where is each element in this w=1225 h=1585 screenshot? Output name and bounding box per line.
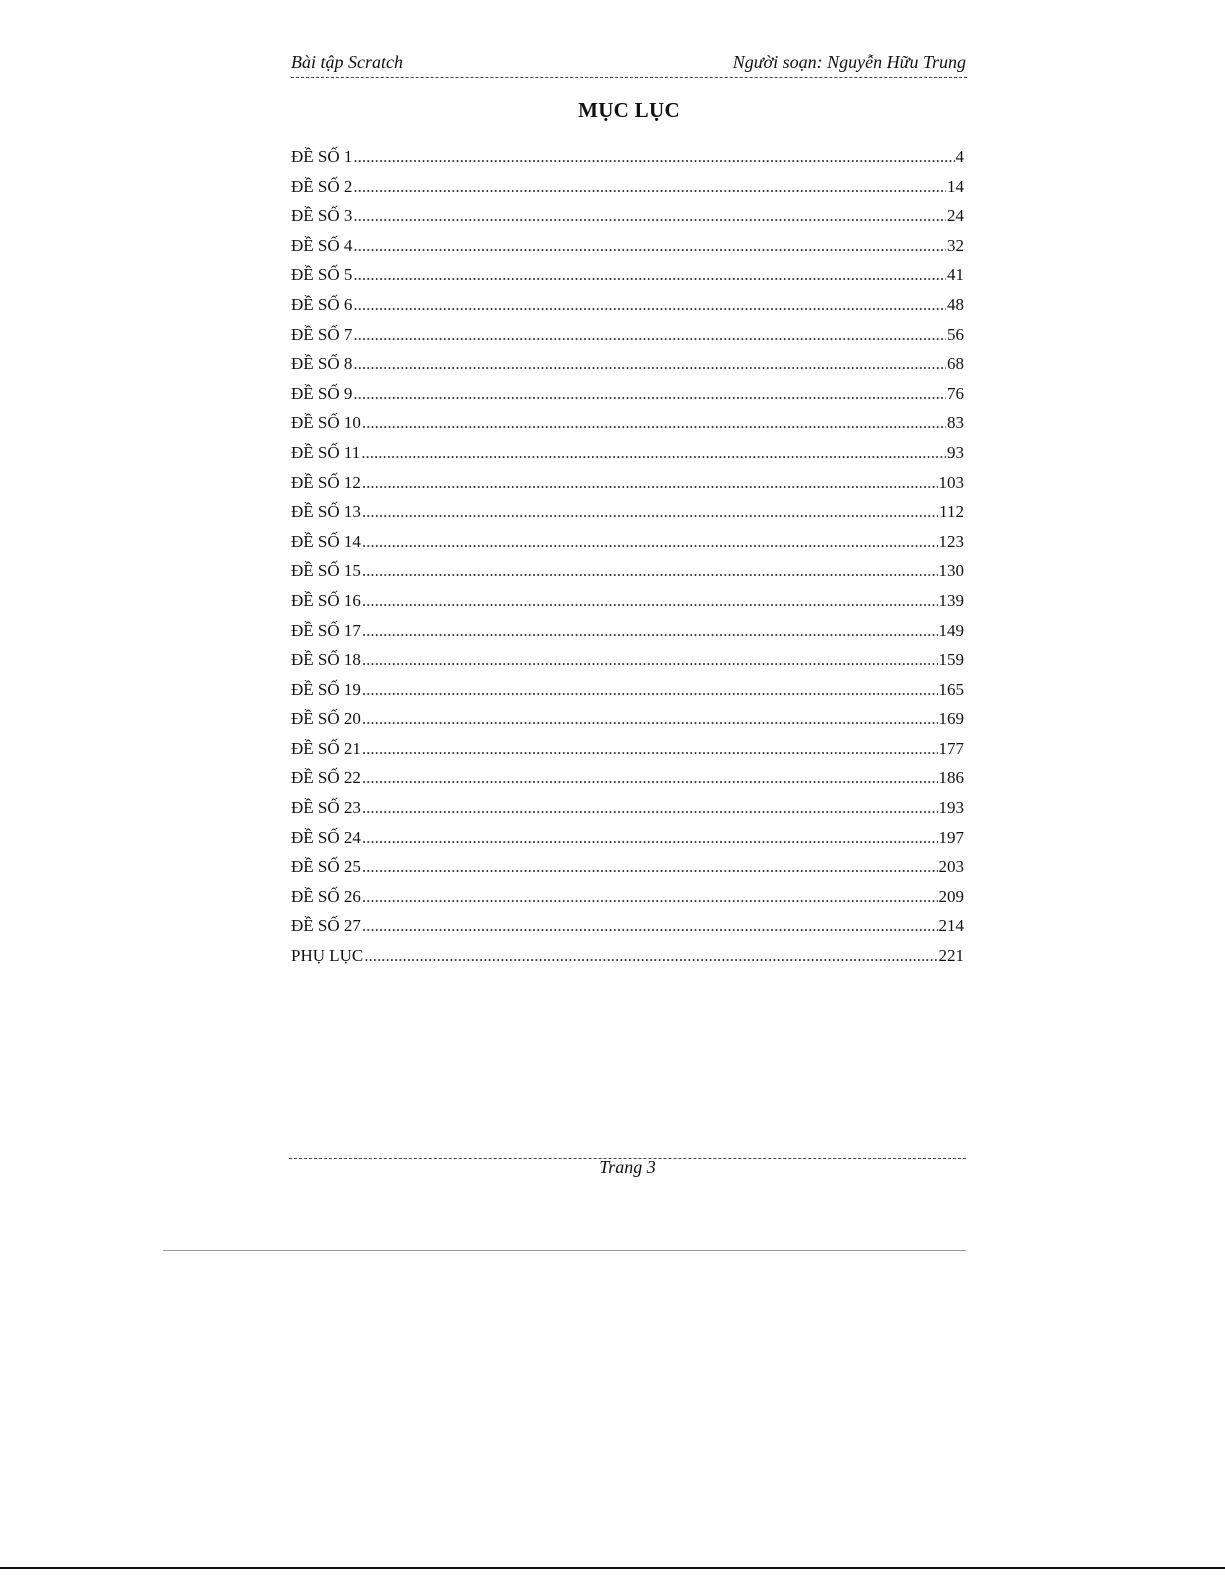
toc-entry-page: 221 [938,946,964,966]
toc-entry-label: ĐỀ SỐ 23 [291,798,361,818]
toc-entry-page: 159 [938,650,964,670]
page-separator [163,1250,966,1251]
toc-entry-label: ĐỀ SỐ 10 [291,413,361,433]
toc-entry[interactable] [291,147,964,177]
toc-entry-page: 165 [938,679,964,699]
toc-dot-leader [362,916,938,936]
toc-entry-page: 139 [938,590,964,610]
toc-dot-leader [362,680,938,700]
toc-dot-leader [362,591,938,611]
toc-entry-page: 214 [938,916,964,936]
toc-entry[interactable] [291,768,964,798]
toc-entry-page: 103 [938,472,964,492]
toc-entry[interactable] [291,887,964,917]
toc-entry[interactable] [291,502,964,532]
toc-entry-label: ĐỀ SỐ 26 [291,886,361,906]
toc-entry-page: 209 [938,886,964,906]
toc-entry[interactable] [291,384,964,414]
toc-dot-leader [353,206,946,226]
toc-entry-page: 41 [947,265,964,285]
toc-entry-label: ĐỀ SỐ 11 [291,442,361,462]
page-header [291,52,966,78]
toc-entry-label: ĐỀ SỐ 3 [291,206,353,226]
toc-title: MỤC LỤC [578,98,680,122]
toc-dot-leader [362,857,938,877]
toc-dot-leader [353,265,946,285]
toc-entry-label: PHỤ LỤC [291,946,364,966]
toc-entry[interactable] [291,473,964,503]
toc-entry[interactable] [291,354,964,384]
toc-dot-leader [362,768,938,788]
toc-entry-label: ĐỀ SỐ 20 [291,709,361,729]
toc-entry-label: ĐỀ SỐ 27 [291,916,361,936]
toc-entry[interactable] [291,621,964,651]
header-book-title: Bài tập Scratch [291,52,403,72]
toc-entry-label: ĐỀ SỐ 6 [291,294,353,314]
toc-entry-label: ĐỀ SỐ 12 [291,472,361,492]
toc-entry-page: 149 [938,620,964,640]
toc-dot-leader [362,502,938,522]
toc-entry[interactable] [291,591,964,621]
toc-entry[interactable] [291,206,964,236]
toc-entry-page: 123 [938,531,964,551]
toc-entry-page: 93 [947,442,964,462]
toc-entry-page: 177 [938,738,964,758]
toc-entry-label: ĐỀ SỐ 8 [291,354,353,374]
toc-entry-page: 197 [938,827,964,847]
toc-entry-page: 76 [947,383,964,403]
toc-dot-leader [353,177,946,197]
toc-entry-page: 83 [947,413,964,433]
toc-dot-leader [353,295,946,315]
toc-dot-leader [353,147,954,167]
toc-entry[interactable] [291,709,964,739]
toc-entry[interactable] [291,946,964,976]
toc-entry[interactable] [291,650,964,680]
toc-entry[interactable] [291,532,964,562]
toc-entry[interactable] [291,325,964,355]
toc-entry[interactable] [291,236,964,266]
toc-entry-page: 203 [938,857,964,877]
toc-entry-page: 169 [938,709,964,729]
toc-entry[interactable] [291,680,964,710]
toc-entry-page: 193 [938,798,964,818]
toc-dot-leader [353,384,946,404]
toc-list [291,147,964,976]
toc-dot-leader [362,650,938,670]
header-author: Người soạn: Nguyễn Hữu Trung [732,52,966,72]
toc-dot-leader [362,828,938,848]
toc-dot-leader [362,413,946,433]
toc-dot-leader [364,946,937,966]
toc-entry-label: ĐỀ SỐ 15 [291,561,361,581]
toc-entry-label: ĐỀ SỐ 1 [291,147,353,166]
toc-dot-leader [362,887,938,907]
toc-entry[interactable] [291,857,964,887]
toc-entry[interactable] [291,413,964,443]
toc-entry-label: ĐỀ SỐ 16 [291,590,361,610]
toc-dot-leader [362,798,938,818]
toc-dot-leader [362,532,938,552]
toc-entry-label: ĐỀ SỐ 18 [291,650,361,670]
toc-entry-label: ĐỀ SỐ 25 [291,857,361,877]
toc-entry-page: 112 [939,502,964,522]
toc-entry-label: ĐỀ SỐ 21 [291,738,361,758]
toc-entry-label: ĐỀ SỐ 22 [291,768,361,788]
toc-dot-leader [353,236,946,256]
toc-entry-label: ĐỀ SỐ 9 [291,383,353,403]
toc-dot-leader [362,739,938,759]
toc-entry[interactable] [291,177,964,207]
toc-dot-leader [353,354,946,374]
toc-entry[interactable] [291,828,964,858]
toc-entry[interactable] [291,798,964,828]
toc-entry-page: 56 [947,324,964,344]
toc-dot-leader [362,561,938,581]
toc-entry-label: ĐỀ SỐ 2 [291,176,353,196]
toc-entry-page: 24 [947,206,964,226]
viewport-bottom-edge [0,1567,1225,1569]
toc-entry-page: 130 [938,561,964,581]
toc-entry[interactable] [291,295,964,325]
toc-dot-leader [353,325,946,345]
toc-entry-page: 186 [938,768,964,788]
toc-entry-page: 48 [947,294,964,314]
toc-entry-label: ĐỀ SỐ 24 [291,827,361,847]
toc-entry[interactable] [291,916,964,946]
toc-dot-leader [362,621,938,641]
toc-entry[interactable] [291,265,964,295]
toc-entry-page: 14 [947,176,964,196]
toc-entry-page: 32 [947,235,964,255]
toc-entry-label: ĐỀ SỐ 19 [291,679,361,699]
toc-entry-label: ĐỀ SỐ 4 [291,235,353,255]
toc-entry[interactable] [291,561,964,591]
toc-entry-page: 68 [947,354,964,374]
toc-entry[interactable] [291,739,964,769]
toc-entry-label: ĐỀ SỐ 5 [291,265,353,285]
toc-dot-leader [361,443,946,463]
toc-dot-leader [362,709,938,729]
toc-entry-page: 4 [955,147,964,166]
page-number: Trang 3 [599,1157,656,1177]
header-divider [291,77,967,78]
toc-entry-label: ĐỀ SỐ 17 [291,620,361,640]
toc-dot-leader [362,473,938,493]
toc-entry-label: ĐỀ SỐ 13 [291,502,361,522]
toc-entry[interactable] [291,443,964,473]
toc-entry-label: ĐỀ SỐ 14 [291,531,361,551]
toc-entry-label: ĐỀ SỐ 7 [291,324,353,344]
